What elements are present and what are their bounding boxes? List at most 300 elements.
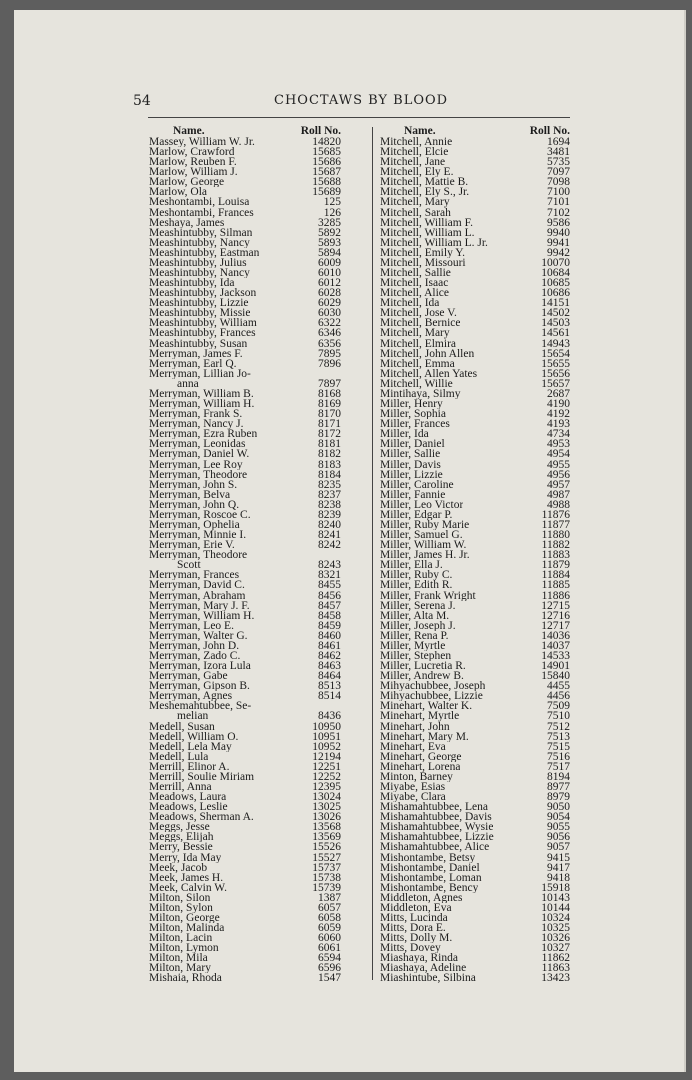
list-item bbox=[149, 883, 341, 893]
list-item bbox=[380, 732, 570, 742]
roll-number: 5893 bbox=[318, 236, 341, 249]
person-name: Mitts, Dovey bbox=[380, 943, 441, 954]
person-name: Merryman, Erie V. bbox=[149, 540, 235, 551]
roll-number: 7101 bbox=[547, 196, 570, 209]
person-name: Milton, Mary bbox=[149, 963, 211, 974]
roll-number: 10325 bbox=[541, 922, 570, 935]
list-item bbox=[380, 480, 570, 490]
column-divider bbox=[372, 127, 373, 980]
page-title: CHOCTAWS BY BLOOD bbox=[274, 93, 449, 108]
roll-number: 8455 bbox=[318, 579, 341, 592]
person-name: Marlow, Reuben F. bbox=[149, 157, 237, 168]
roll-number: 8461 bbox=[318, 639, 341, 652]
list-item bbox=[380, 379, 570, 389]
roll-number: 5892 bbox=[318, 226, 341, 239]
person-name: Merrill, Elinor A. bbox=[149, 761, 230, 772]
list-item bbox=[149, 530, 341, 540]
person-name: Merryman, Izora Lula bbox=[149, 661, 251, 672]
roll-number: 6030 bbox=[318, 307, 341, 320]
person-name: Meadows, Leslie bbox=[149, 802, 228, 813]
person-name: Mitchell, Ely E. bbox=[380, 167, 454, 178]
person-name: Miller, Joseph J. bbox=[380, 620, 456, 631]
person-name: Merryman, Frank S. bbox=[149, 409, 243, 420]
roll-header: Roll No. bbox=[529, 125, 570, 137]
list-item bbox=[149, 973, 341, 983]
roll-number: 8462 bbox=[318, 649, 341, 662]
roll-number: 11879 bbox=[541, 559, 570, 572]
roll-number: 4956 bbox=[547, 468, 570, 481]
person-name: Miller, Ruby Marie bbox=[380, 519, 470, 531]
list-item bbox=[149, 389, 341, 399]
roll-number: 4734 bbox=[547, 428, 570, 441]
list-item bbox=[149, 923, 341, 933]
roll-number: 7897 bbox=[318, 377, 341, 390]
roll-number: 14533 bbox=[541, 649, 570, 662]
person-name: Medell, William O. bbox=[149, 731, 239, 742]
roll-number: 6594 bbox=[318, 952, 341, 965]
roll-number: 8168 bbox=[318, 387, 341, 400]
person-name: Miller, Daniel bbox=[380, 439, 445, 450]
person-name: Mitchell, Sarah bbox=[380, 207, 451, 218]
roll-number: 8170 bbox=[318, 408, 341, 421]
list-item bbox=[149, 953, 341, 963]
roll-number: 8460 bbox=[318, 629, 341, 642]
person-name: Minehart, Mary M. bbox=[380, 731, 469, 742]
person-name: Mishamahtubbee, Lena bbox=[380, 802, 488, 813]
list-item bbox=[149, 943, 341, 953]
person-name: Mitchell, Annie bbox=[380, 137, 453, 148]
person-name: Mitts, Lucinda bbox=[380, 913, 448, 924]
roll-number: 15655 bbox=[541, 357, 570, 370]
roll-number: 8241 bbox=[318, 529, 341, 542]
person-name: Miller, Frank Wright bbox=[380, 590, 476, 601]
roll-number: 8243 bbox=[318, 559, 341, 572]
person-name: Merryman, Walter G. bbox=[149, 630, 248, 641]
roll-number: 10685 bbox=[541, 277, 570, 290]
roll-number: 8457 bbox=[318, 599, 341, 612]
person-name: Mitchell, Allen Yates bbox=[380, 368, 478, 379]
person-name: Meggs, Jesse bbox=[149, 822, 210, 833]
list-item bbox=[149, 913, 341, 923]
roll-number: 12715 bbox=[541, 599, 570, 612]
list-item bbox=[149, 510, 341, 520]
person-name: Merry, Bessie bbox=[149, 842, 213, 853]
list-item bbox=[149, 429, 341, 439]
person-name: Mitchell, Missouri bbox=[380, 257, 466, 269]
roll-number: 10951 bbox=[312, 730, 341, 743]
list-item bbox=[149, 187, 341, 197]
roll-number: 15686 bbox=[312, 156, 341, 169]
person-name: Miashaya, Adeline bbox=[380, 963, 467, 974]
roll-number: 15526 bbox=[312, 841, 341, 854]
person-name: Meashintubby, Lizzie bbox=[149, 298, 249, 309]
list-item bbox=[380, 701, 570, 711]
person-name: Milton, Malinda bbox=[149, 923, 225, 934]
roll-number: 14151 bbox=[541, 297, 570, 310]
person-name: Meashintubby, Ida bbox=[149, 278, 235, 289]
roll-number: 8184 bbox=[318, 468, 341, 481]
person-name: Miller, Henry bbox=[380, 399, 443, 410]
person-name: Miller, William W. bbox=[380, 540, 467, 551]
person-name: Mishaia, Rhoda bbox=[149, 973, 222, 984]
person-name: Merryman, Daniel W. bbox=[149, 449, 250, 460]
roll-number: 14561 bbox=[541, 327, 570, 340]
list-item bbox=[149, 460, 341, 470]
person-name: Miller, Ella J. bbox=[380, 560, 443, 571]
list-item bbox=[149, 419, 341, 429]
list-item bbox=[380, 792, 570, 802]
list-item bbox=[380, 218, 570, 228]
person-name: Merryman, Mary J. F. bbox=[149, 600, 250, 611]
roll-number: 9940 bbox=[547, 226, 570, 239]
person-name: Merryman, Agnes bbox=[149, 691, 233, 702]
person-name: Miller, Alta M. bbox=[380, 610, 450, 621]
person-name: Milton, George bbox=[149, 913, 220, 924]
person-name: Marlow, George bbox=[149, 177, 225, 188]
list-item bbox=[380, 439, 570, 449]
person-name: Merryman, Zado C. bbox=[149, 650, 241, 662]
roll-number: 11877 bbox=[541, 518, 570, 531]
person-name: Merryman, Theodore bbox=[149, 469, 248, 480]
list-item bbox=[149, 359, 341, 369]
list-item bbox=[149, 550, 341, 560]
person-name: Mintihaya, Silmy bbox=[380, 388, 461, 400]
roll-number: 10684 bbox=[541, 267, 570, 280]
person-name: Meashintubby, Nancy bbox=[149, 268, 250, 279]
roll-number: 14502 bbox=[541, 307, 570, 320]
person-name: Merryman, Leo E. bbox=[149, 620, 234, 631]
person-name: Meshemahtubbee, Se- bbox=[149, 701, 252, 712]
person-name: Miller, Serena J. bbox=[380, 600, 456, 611]
roll-number: 13568 bbox=[312, 821, 341, 834]
person-name: Miller, Myrtle bbox=[380, 640, 446, 651]
list-item bbox=[149, 903, 341, 913]
person-name: Merryman, Minnie I. bbox=[149, 530, 247, 541]
roll-number: 4987 bbox=[547, 488, 570, 501]
person-name: Marlow, William J. bbox=[149, 167, 238, 178]
roll-number: 8169 bbox=[318, 398, 341, 411]
list-item bbox=[380, 681, 570, 691]
roll-number: 7895 bbox=[318, 347, 341, 360]
list-item bbox=[149, 681, 341, 691]
name-header: Name. bbox=[404, 125, 436, 137]
person-name: Miyabe, Clara bbox=[380, 792, 446, 803]
roll-number: 13024 bbox=[312, 791, 341, 804]
person-name: Mitchell, Isaac bbox=[380, 278, 449, 289]
list-item bbox=[380, 389, 570, 399]
roll-number: 14901 bbox=[541, 660, 570, 673]
roll-number: 7509 bbox=[547, 700, 570, 713]
list-item bbox=[380, 167, 570, 177]
list-item bbox=[149, 470, 341, 480]
list-item bbox=[380, 137, 570, 147]
person-name: Meggs, Elijah bbox=[149, 832, 214, 843]
roll-number: 10326 bbox=[541, 932, 570, 945]
roll-number: 15654 bbox=[541, 347, 570, 360]
list-item bbox=[149, 208, 341, 218]
list-item bbox=[149, 591, 341, 601]
roll-number: 14943 bbox=[541, 337, 570, 350]
roll-number: 1694 bbox=[547, 136, 570, 148]
list-item bbox=[149, 439, 341, 449]
person-name: Miashintube, Silbina bbox=[380, 973, 476, 984]
roll-number: 6012 bbox=[318, 277, 341, 290]
list-item bbox=[380, 177, 570, 187]
list-item bbox=[149, 671, 341, 681]
list-item bbox=[149, 490, 341, 500]
roll-number: 4192 bbox=[547, 408, 570, 421]
person-name: Merrill, Anna bbox=[149, 782, 212, 793]
person-name: Miller, Ida bbox=[380, 429, 429, 440]
roll-number: 6010 bbox=[318, 267, 341, 280]
person-name: Merryman, Abraham bbox=[149, 590, 246, 601]
person-name: Massey, William W. Jr. bbox=[149, 137, 255, 148]
right-column bbox=[380, 126, 570, 984]
roll-number: 4455 bbox=[547, 680, 570, 693]
person-name: Mitchell, Jane bbox=[380, 157, 446, 168]
roll-number: 12395 bbox=[312, 781, 341, 793]
roll-number: 9418 bbox=[547, 871, 570, 884]
roll-number: 9942 bbox=[547, 246, 570, 259]
person-name: Milton, Sylon bbox=[149, 902, 213, 914]
person-name: melian bbox=[177, 711, 209, 722]
roll-number: 15657 bbox=[541, 377, 570, 390]
column-header bbox=[380, 126, 570, 137]
roll-number: 8242 bbox=[318, 539, 341, 552]
person-name: Merryman, William H. bbox=[149, 610, 255, 621]
person-name: Mihyachubbee, Lizzie bbox=[380, 691, 483, 702]
roll-number: 7896 bbox=[318, 357, 341, 370]
roll-number: 8513 bbox=[318, 680, 341, 693]
roll-number: 13423 bbox=[541, 972, 570, 985]
list-item bbox=[380, 449, 570, 459]
person-name: Mishontambe, Daniel bbox=[380, 862, 480, 873]
person-name: Mitchell, Bernice bbox=[380, 318, 461, 329]
list-item bbox=[380, 228, 570, 238]
list-item bbox=[380, 772, 570, 782]
person-name: Meashintubby, Frances bbox=[149, 328, 256, 339]
roll-number: 11863 bbox=[541, 962, 570, 975]
roll-number: 11884 bbox=[541, 569, 570, 582]
roll-number: 11886 bbox=[541, 589, 570, 602]
roll-number: 15656 bbox=[541, 367, 570, 380]
roll-number: 3481 bbox=[547, 146, 570, 159]
list-item bbox=[380, 802, 570, 812]
roll-number: 4953 bbox=[547, 438, 570, 451]
person-name: Merry, Ida May bbox=[149, 852, 222, 863]
list-item bbox=[380, 853, 570, 863]
list-item bbox=[149, 268, 341, 278]
roll-number: 8456 bbox=[318, 589, 341, 602]
roll-number: 6059 bbox=[318, 922, 341, 935]
roll-number: 8979 bbox=[547, 791, 570, 804]
list-item bbox=[149, 339, 341, 349]
person-name: Mishamahtubbee, Wysie bbox=[380, 822, 494, 833]
list-item bbox=[149, 228, 341, 238]
person-name: Mitchell, Sallie bbox=[380, 268, 451, 279]
person-name: Merryman, Earl Q. bbox=[149, 358, 237, 369]
person-name: Meadows, Sherman A. bbox=[149, 812, 254, 823]
roll-number: 6058 bbox=[318, 912, 341, 925]
person-name: Merryman, Gipson B. bbox=[149, 681, 250, 692]
list-item bbox=[149, 570, 341, 580]
person-name: Merryman, James F. bbox=[149, 348, 243, 359]
person-name: Milton, Mila bbox=[149, 953, 208, 964]
roll-number: 10324 bbox=[541, 912, 570, 925]
scanned-page bbox=[14, 10, 686, 1072]
list-item bbox=[149, 540, 341, 550]
roll-number: 8459 bbox=[318, 619, 341, 632]
roll-number: 4190 bbox=[547, 398, 570, 411]
list-item bbox=[149, 641, 341, 651]
roll-number: 8977 bbox=[547, 781, 570, 793]
person-name: Miller, Rena P. bbox=[380, 630, 449, 641]
roll-number: 125 bbox=[323, 196, 341, 209]
list-item bbox=[149, 580, 341, 590]
person-name: Merryman, John Q. bbox=[149, 499, 240, 510]
person-name: Mishamahtubbee, Alice bbox=[380, 842, 490, 853]
list-item bbox=[380, 419, 570, 429]
roll-number: 4193 bbox=[547, 418, 570, 431]
person-name: Merryman, Leonidas bbox=[149, 439, 246, 450]
roll-number: 11882 bbox=[541, 539, 570, 552]
roll-number: 8238 bbox=[318, 498, 341, 511]
list-item bbox=[380, 399, 570, 409]
person-name: Meashintubby, William bbox=[149, 318, 257, 329]
left-column bbox=[149, 126, 341, 984]
list-item bbox=[380, 460, 570, 470]
roll-number: 8321 bbox=[318, 569, 341, 582]
roll-number: 11883 bbox=[541, 549, 570, 562]
list-item bbox=[149, 560, 341, 570]
person-name: Medell, Lela May bbox=[149, 741, 232, 752]
person-name: Merryman, Theodore bbox=[149, 550, 248, 561]
person-name: Mitchell, Emma bbox=[380, 358, 455, 369]
person-name: Minehart, Eva bbox=[380, 741, 446, 752]
roll-number: 9056 bbox=[547, 831, 570, 844]
person-name: Merryman, Belva bbox=[149, 489, 231, 500]
person-name: Merryman, Gabe bbox=[149, 671, 228, 682]
person-name: Merryman, Ezra Ruben bbox=[149, 429, 258, 440]
person-name: Miashaya, Rinda bbox=[380, 953, 458, 964]
person-name: Mitchell, Elmira bbox=[380, 338, 457, 349]
roll-number: 5735 bbox=[547, 156, 570, 169]
person-name: Mishontambe, Bency bbox=[380, 882, 479, 893]
roll-number: 9050 bbox=[547, 801, 570, 814]
person-name: Middleton, Agnes bbox=[380, 892, 463, 903]
roll-number: 4957 bbox=[547, 478, 570, 491]
roll-number: 6322 bbox=[318, 317, 341, 330]
list-item bbox=[380, 429, 570, 439]
roll-header: Roll No. bbox=[300, 125, 341, 137]
roll-number: 15687 bbox=[312, 166, 341, 179]
roll-number: 13569 bbox=[312, 831, 341, 844]
person-name: Mishamahtubbee, Davis bbox=[380, 812, 492, 823]
list-item bbox=[380, 671, 570, 681]
list-item bbox=[380, 711, 570, 721]
header-rule bbox=[148, 117, 570, 118]
list-item bbox=[149, 399, 341, 409]
person-name: Mitchell, William F. bbox=[380, 217, 473, 228]
list-item bbox=[380, 147, 570, 157]
person-name: Mitchell, Mattie B. bbox=[380, 177, 469, 188]
list-item bbox=[380, 490, 570, 500]
roll-number: 8194 bbox=[547, 770, 570, 783]
list-item bbox=[149, 691, 341, 701]
list-item bbox=[149, 500, 341, 510]
list-item bbox=[149, 238, 341, 248]
person-name: Scott bbox=[177, 560, 201, 571]
roll-number: 10950 bbox=[312, 720, 341, 733]
roll-number: 11885 bbox=[541, 579, 570, 592]
roll-number: 6029 bbox=[318, 297, 341, 310]
person-name: Miller, Samuel G. bbox=[380, 530, 463, 541]
list-item bbox=[149, 278, 341, 288]
roll-number: 15739 bbox=[312, 881, 341, 894]
roll-number: 8458 bbox=[318, 609, 341, 622]
roll-number: 11876 bbox=[541, 508, 570, 521]
list-item bbox=[149, 701, 341, 711]
person-name: Merryman, David C. bbox=[149, 580, 245, 591]
list-item bbox=[149, 218, 341, 228]
person-name: Miller, Ruby C. bbox=[380, 570, 453, 581]
person-name: Mitchell, Ely S., Jr. bbox=[380, 187, 470, 198]
person-name: Minehart, Lorena bbox=[380, 761, 461, 772]
list-item bbox=[380, 208, 570, 218]
roll-number: 15688 bbox=[312, 176, 341, 189]
roll-number: 15737 bbox=[312, 861, 341, 874]
person-name: Mitchell, John Allen bbox=[380, 348, 475, 359]
list-item bbox=[380, 470, 570, 480]
page-number: 54 bbox=[133, 93, 151, 109]
roll-number: 8463 bbox=[318, 660, 341, 673]
person-name: Minehart, Myrtle bbox=[380, 711, 460, 722]
person-name: Miller, Davis bbox=[380, 459, 441, 470]
roll-number: 7513 bbox=[547, 730, 570, 743]
person-name: Mitchell, Mary bbox=[380, 197, 450, 208]
list-item bbox=[149, 308, 341, 318]
roll-number: 9054 bbox=[547, 811, 570, 824]
person-name: Mitts, Dora E. bbox=[380, 923, 446, 934]
person-name: Merryman, Nancy J. bbox=[149, 419, 244, 430]
person-name: Meadows, Laura bbox=[149, 792, 227, 803]
list-item bbox=[380, 832, 570, 842]
list-item bbox=[149, 298, 341, 308]
roll-number: 14820 bbox=[312, 136, 341, 148]
list-item bbox=[380, 580, 570, 590]
roll-number: 9055 bbox=[547, 821, 570, 834]
list-item bbox=[380, 691, 570, 701]
person-name: Milton, Lacin bbox=[149, 933, 213, 944]
person-name: Meek, James H. bbox=[149, 872, 224, 883]
roll-number: 15685 bbox=[312, 146, 341, 159]
roll-number: 126 bbox=[323, 206, 341, 219]
name-header: Name. bbox=[173, 125, 205, 137]
person-name: Merryman, Roscoe C. bbox=[149, 509, 251, 520]
person-name: Mitchell, William L. bbox=[380, 227, 475, 238]
roll-number: 9415 bbox=[547, 851, 570, 864]
list-item bbox=[149, 933, 341, 943]
person-name: Miller, James H. Jr. bbox=[380, 550, 470, 561]
person-name: Merryman, Lee Roy bbox=[149, 459, 243, 470]
person-name: Mitchell, Alice bbox=[380, 288, 449, 299]
person-name: Miller, Stephen bbox=[380, 650, 452, 662]
person-name: Minehart, John bbox=[380, 721, 450, 732]
roll-number: 7100 bbox=[547, 186, 570, 199]
roll-number: 4955 bbox=[547, 458, 570, 471]
person-name: Milton, Silon bbox=[149, 892, 211, 903]
person-name: Marlow, Crawford bbox=[149, 147, 235, 158]
